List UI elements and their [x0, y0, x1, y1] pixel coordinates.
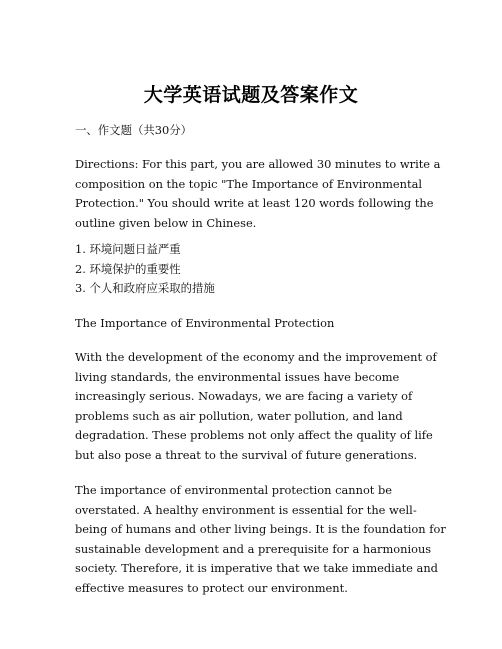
section-heading: 一、作文题（共30分） [75, 123, 193, 137]
essay-paragraph-2: The importance of environmental protection cannot be overstated. A healthy environment is essential for the well-being of humans and other living beings. It is the foundation for sustainable development and a prerequisite for a harmonious society. Therefore, it is imperative that we take immediate and effective measures to protect our environment. [75, 483, 446, 595]
outline-list [75, 240, 447, 299]
directions-paragraph: Directions: For this part, you are allowed 30 minutes to write a composition on the topic "The Importance of Environmental Protection." You should write at least 120 words following the outline given below in Chinese. [75, 157, 441, 230]
outline-item-3: 3. 个人和政府应采取的措施 [75, 281, 215, 296]
essay-paragraph-1: With the development of the economy and the improvement of living standards, the environmental issues have become increasingly serious. Nowadays, we are facing a variety of problems such as air pollution, water pollution, and land degradation. These problems not only affect the quality of life but also pose a threat to the survival of future generations. [75, 350, 437, 462]
outline-item-1: 1. 环境问题日益严重 [75, 242, 181, 256]
essay-title: The Importance of Environmental Protection [75, 316, 335, 330]
page-title: 大学英语试题及答案作文 [143, 84, 359, 106]
outline-item-2: 2. 环境保护的重要性 [75, 261, 181, 276]
